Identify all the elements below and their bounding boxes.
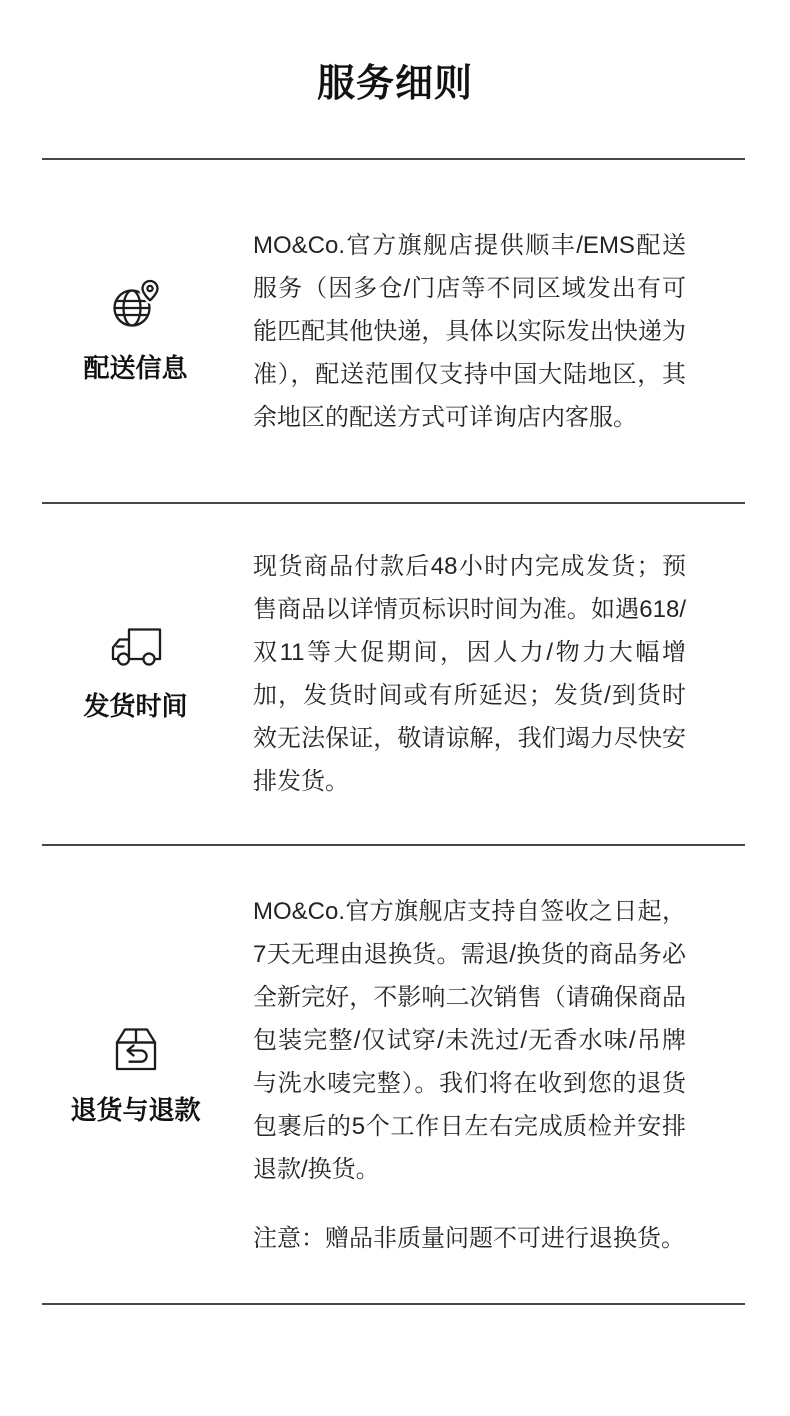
section-body-text: MO&Co.官方旗舰店提供顺丰/EMS配送服务（因多仓/门店等不同区域发出有可能匹配其他快递，具体以实际发出快递为准），配送范围仅支持中国大陆地区，其余地区的配送方式可详询店内客服。 [253, 231, 686, 431]
section-label: 配送信息 [83, 353, 188, 383]
section-text-column [243, 224, 738, 439]
section-label: 发货时间 [83, 691, 188, 721]
section-icon-column [28, 1024, 243, 1126]
section-icon-column [28, 626, 243, 722]
return-box-icon [111, 1024, 161, 1074]
delivery-truck-icon [108, 626, 164, 670]
section-returns-refunds [0, 846, 790, 1303]
section-divider [42, 1303, 745, 1305]
page-title: 服务细则 [316, 63, 473, 105]
globe-location-icon [109, 278, 163, 332]
section-text-column [243, 890, 738, 1260]
section-body-text: MO&Co.官方旗舰店支持自签收之日起，7天无理由退换货。需退/换货的商品务必全新完好，不影响二次销售（请确保商品包装完整/仅试穿/未洗过/无香水味/吊牌与洗水唛完整）。我们将在收到您的退货包裹后的5个工作日左右完成质检并安排退款/换货。 [253, 897, 686, 1183]
section-note-text: 注意：赠品非质量问题不可进行退换货。 [253, 1224, 685, 1252]
section-label: 退货与退款 [70, 1094, 201, 1125]
section-shipping-time [0, 504, 790, 844]
section-icon-column [28, 278, 243, 384]
section-text-column [243, 545, 738, 803]
section-body-text: 现货商品付款后48小时内完成发货；预售商品以详情页标识时间为准。如遇618/双11等大促期间，因人力/物力大幅增加，发货时间或有所延迟；发货/到货时效无法保证，敬请谅解，我们竭力尽快安排发货。 [253, 553, 686, 795]
section-delivery-info [0, 160, 790, 502]
